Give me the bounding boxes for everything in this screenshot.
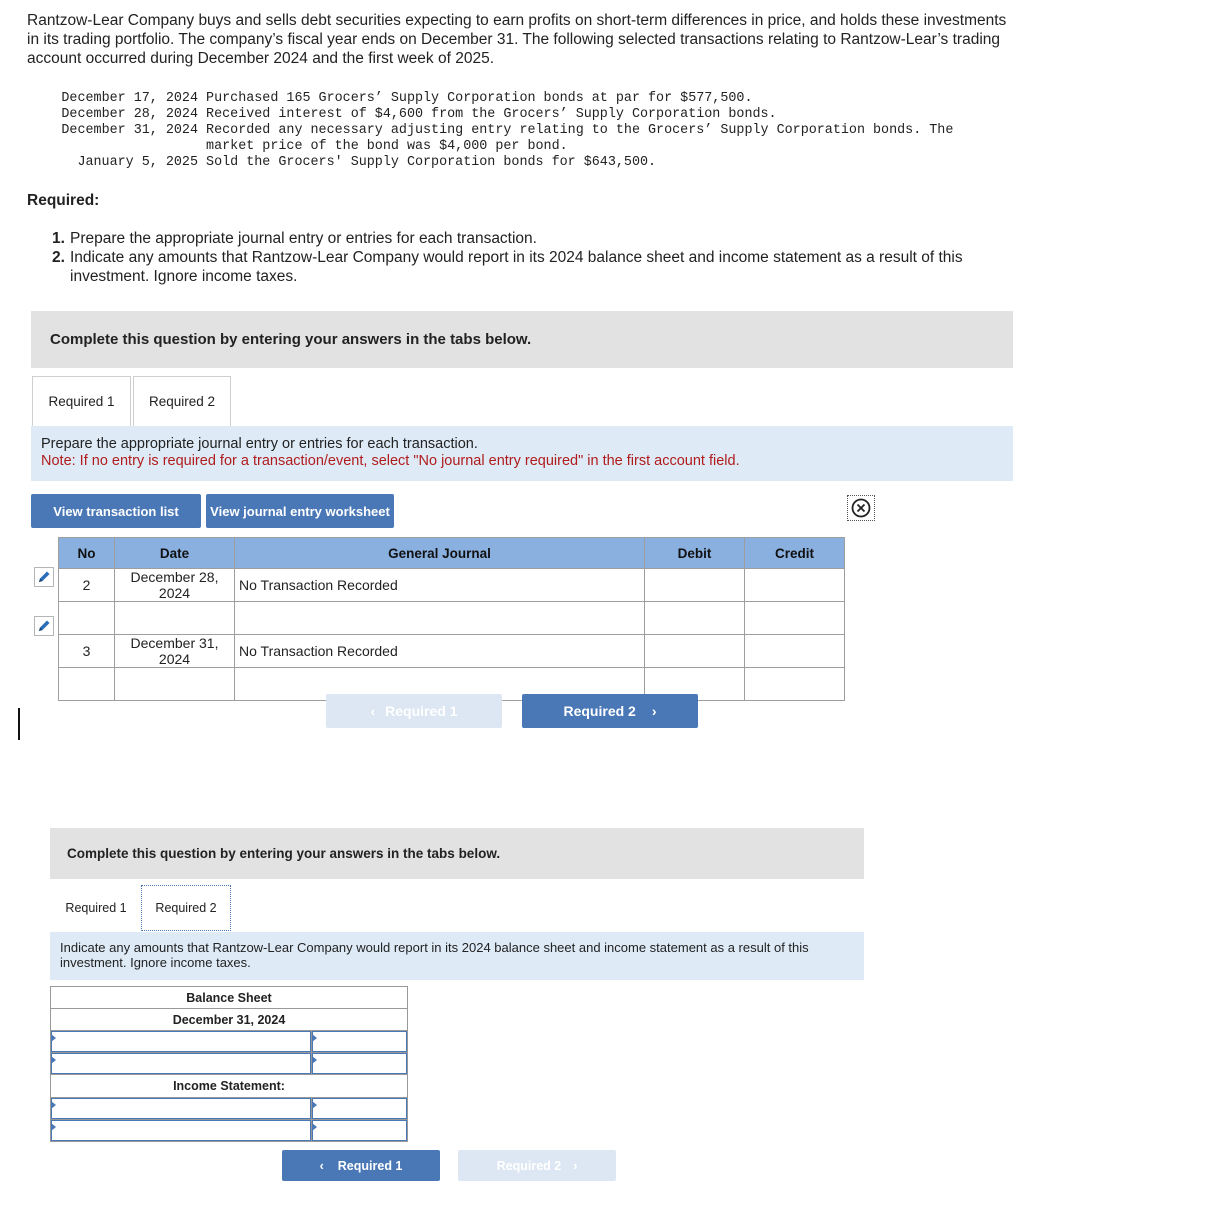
view-transaction-list-button[interactable]: View transaction list [31, 494, 201, 528]
row-number [59, 602, 115, 635]
income-statement-account-input[interactable] [51, 1120, 312, 1142]
transaction-row [45, 139, 953, 155]
row-date: December 28, 2024 [115, 569, 235, 602]
transaction-row [45, 91, 953, 107]
tab-required-2[interactable]: Required 2 [141, 885, 231, 931]
transaction-date [45, 139, 198, 155]
required-item [52, 229, 1012, 248]
row-number: 3 [59, 635, 115, 668]
row-date [115, 668, 235, 701]
balance-sheet-amount-input[interactable] [312, 1053, 408, 1075]
panel2-banner: Complete this question by entering your answers in the tabs below. [50, 828, 864, 879]
view-journal-entry-worksheet-button[interactable]: View journal entry worksheet [206, 494, 394, 528]
text-cursor [18, 708, 20, 740]
required-list [52, 229, 1012, 286]
nav-label: Required 1 [385, 703, 458, 719]
transaction-date: December 28, 2024 [61, 107, 198, 122]
row-credit[interactable] [745, 668, 845, 701]
nav-label: Required 2 [496, 1158, 562, 1173]
tab-required-2[interactable]: Required 2 [133, 376, 231, 426]
transaction-text: Received interest of $4,600 from the Grocers’ Supply Corporation bonds. [206, 107, 777, 122]
instruction-note: Note: If no entry is required for a transaction/event, select "No journal entry required" in the first account field. [41, 453, 740, 469]
transaction-text: Purchased 165 Grocers’ Supply Corporation bonds at par for $577,500. [206, 91, 753, 106]
panel1-instructions [31, 426, 1013, 481]
row-account[interactable]: No Transaction Recorded [235, 569, 645, 602]
required-item-text: Indicate any amounts that Rantzow-Lear Company would report in its 2024 balance sheet and income statement as a result of this investment. Ignore income taxes. [70, 249, 963, 285]
transaction-text: Recorded any necessary adjusting entry relating to the Grocers’ Supply Corporation bonds. The [206, 123, 954, 138]
income-statement-amount-input[interactable] [312, 1098, 408, 1120]
income-statement-account-input[interactable] [51, 1098, 312, 1120]
row-debit[interactable] [645, 602, 745, 635]
required-item-number: 2. [52, 249, 65, 266]
transaction-row [45, 155, 953, 171]
panel1-tabs [32, 376, 231, 426]
chevron-left-icon: ‹ [319, 1158, 324, 1173]
balance-sheet-date: December 31, 2024 [51, 1009, 408, 1031]
row-credit[interactable] [745, 635, 845, 668]
next-required-2-button[interactable] [458, 1150, 616, 1181]
panel2-instructions: Indicate any amounts that Rantzow-Lear Company would report in its 2024 balance sheet and income statement as a result of this investment. Ignore income taxes. [50, 932, 864, 980]
row-date [115, 602, 235, 635]
row-credit[interactable] [745, 569, 845, 602]
general-journal-table [58, 537, 845, 701]
transaction-list [45, 91, 953, 171]
table-row [59, 602, 845, 635]
required-item-text: Prepare the appropriate journal entry or entries for each transaction. [70, 230, 537, 247]
panel2-tabs [54, 885, 231, 931]
row-number: 2 [59, 569, 115, 602]
tab-required-1[interactable]: Required 1 [32, 376, 131, 426]
transaction-text: market price of the bond was $4,000 per bond. [206, 139, 568, 154]
panel1-banner: Complete this question by entering your answers in the tabs below. [31, 311, 1013, 368]
row-credit[interactable] [745, 602, 845, 635]
table-header-row [59, 538, 845, 569]
balance-sheet-table [50, 986, 408, 1142]
balance-sheet-account-input[interactable] [51, 1053, 312, 1075]
column-header-general-journal: General Journal [235, 538, 645, 569]
transaction-text: Sold the Grocers' Supply Corporation bonds for $643,500. [206, 155, 657, 170]
transaction-row [45, 107, 953, 123]
balance-sheet-title: Balance Sheet [51, 987, 408, 1009]
column-header-no: No [59, 538, 115, 569]
row-date: December 31, 2024 [115, 635, 235, 668]
transaction-date: December 31, 2024 [61, 123, 198, 138]
income-statement-title [51, 1075, 408, 1098]
column-header-credit: Credit [745, 538, 845, 569]
chevron-right-icon: › [573, 1158, 578, 1173]
problem-intro: Rantzow-Lear Company buys and sells debt securities expecting to earn profits on short-term differences in price, and holds these investments in its trading portfolio. The company’s fiscal year ends on December 31. The following selected transactions relating to Rantzow-Lear’s trading account occurred during December 2024 and the first week of 2025. [27, 12, 1007, 67]
table-row [59, 635, 845, 668]
next-required-2-button[interactable] [522, 694, 698, 728]
transaction-date: January 5, 2025 [77, 155, 198, 170]
table-row [59, 569, 845, 602]
income-statement-label: Income Statement: [173, 1079, 285, 1093]
row-debit[interactable] [645, 569, 745, 602]
income-statement-amount-input[interactable] [312, 1120, 408, 1142]
nav-label: Required 1 [337, 1158, 403, 1173]
transaction-date: December 17, 2024 [61, 91, 198, 106]
required-heading: Required: [27, 192, 100, 209]
row-account[interactable] [235, 602, 645, 635]
required-item-number: 1. [52, 230, 65, 247]
prev-required-1-button[interactable] [282, 1150, 440, 1181]
transaction-row [45, 123, 953, 139]
chevron-right-icon: › [651, 703, 657, 719]
edit-pencil-icon[interactable] [34, 567, 54, 587]
prev-required-1-button[interactable] [326, 694, 502, 728]
balance-sheet-account-input[interactable] [51, 1031, 312, 1053]
balance-sheet-amount-input[interactable] [312, 1031, 408, 1053]
tab-required-1[interactable]: Required 1 [65, 901, 127, 915]
instruction-text: Prepare the appropriate journal entry or entries for each transaction. [41, 436, 478, 452]
edit-pencil-icon[interactable] [34, 616, 54, 636]
row-number [59, 668, 115, 701]
column-header-debit: Debit [645, 538, 745, 569]
chevron-left-icon: ‹ [370, 703, 376, 719]
nav-label: Required 2 [563, 703, 636, 719]
close-icon[interactable] [847, 495, 875, 521]
column-header-date: Date [115, 538, 235, 569]
row-account[interactable]: No Transaction Recorded [235, 635, 645, 668]
required-item [52, 248, 1012, 286]
row-debit[interactable] [645, 635, 745, 668]
